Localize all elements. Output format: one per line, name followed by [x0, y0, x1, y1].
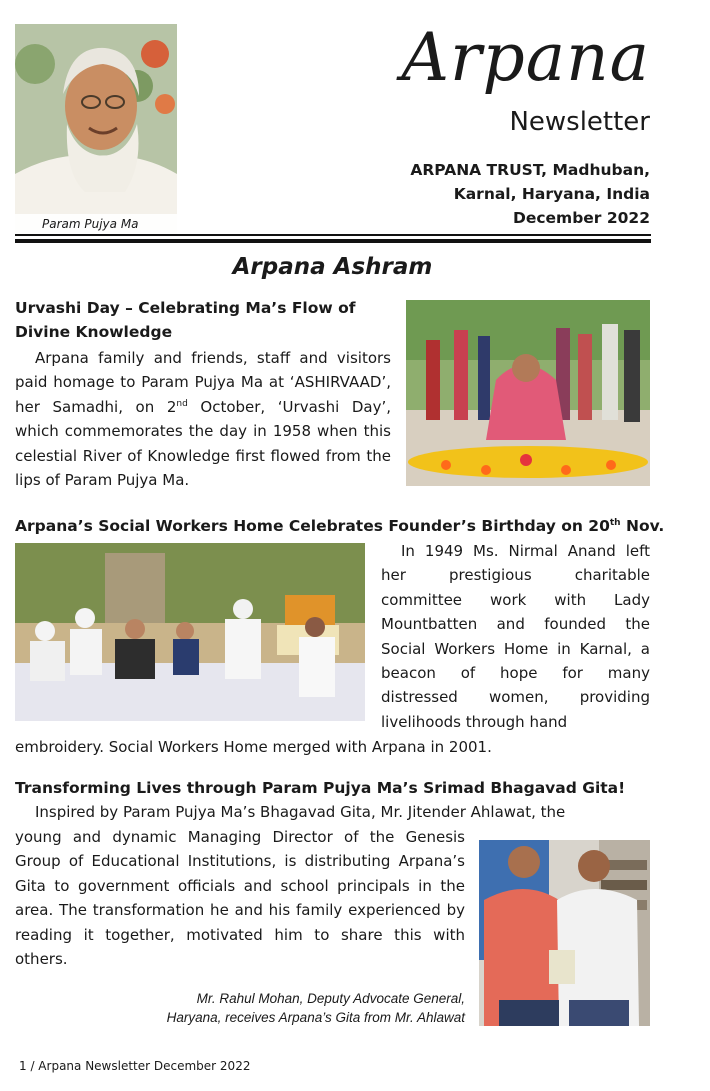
article1-body [15, 346, 391, 492]
article1-text-b: October, ‘Urvashi Day’, which commemorates the day in 1958 when this celestial River of Knowledge first flowed from the lips of Param Pujya Ma. [15, 397, 392, 490]
article3-body-wrap: young and dynamic Managing Director of the Genesis Group of Educational Institutions, is distributing Arpana’s Gita to government officials and school principals in the area. The transformation he and his family experienced by reading it together, motivated him to share this with others. [15, 828, 465, 969]
portrait-photo [15, 24, 177, 234]
article3-heading: Transforming Lives through Param Pujya Ma’s Srimad Bhagavad Gita! [15, 779, 626, 797]
article1-text-sup: nd [176, 398, 188, 409]
photo-credit-line1: Mr. Rahul Mohan, Deputy Advocate General, [196, 991, 465, 1006]
article2-heading [15, 514, 665, 538]
gita-handover-photo [479, 840, 650, 1026]
article2-heading-sup: th [609, 517, 621, 528]
portrait-image [15, 24, 177, 234]
newsletter-subtitle: Newsletter [509, 107, 650, 137]
org-address-line1: ARPANA TRUST, Madhuban, [410, 161, 650, 179]
page-footer: 1 / Arpana Newsletter December 2022 [19, 1059, 251, 1073]
article1-heading-line1: Urvashi Day – Celebrating Ma’s Flow of [15, 299, 356, 317]
issue-date: December 2022 [512, 209, 650, 227]
article1-heading [15, 296, 395, 344]
social-workers-home-photo [15, 543, 365, 721]
article2-heading-a: Arpana’s Social Workers Home Celebrates Founder’s Birthday on 20 [15, 517, 610, 535]
header-rule-thick [15, 239, 651, 243]
article1-heading-line2: Divine Knowledge [15, 323, 173, 341]
article2-body-tail: embroidery. Social Workers Home merged with Arpana in 2001. [15, 738, 492, 756]
article2-body-wrap: In 1949 Ms. Nirmal Anand left her prestigious charitable committee work with Lady Mountbatten and founded the Social Workers Home in Karnal, a beacon of hope for many distressed women, providing livelihoods through hand [381, 542, 650, 731]
section-title: Arpana Ashram [232, 254, 433, 280]
article3-body-first: Inspired by Param Pujya Ma’s Bhagavad Gita, Mr. Jitender Ahlawat, the [35, 803, 566, 821]
portrait-caption: Param Pujya Ma [15, 214, 177, 234]
article1-text-a: Arpana family and friends, staff and visitors paid homage to Param Pujya Ma at ‘ASHIRVAAD’, her Samadhi, on 2 [15, 349, 391, 416]
header-rule-thin [15, 234, 651, 236]
article2-heading-b: Nov. [620, 517, 665, 535]
urvashi-day-photo [406, 300, 650, 486]
photo-credit-line2: Haryana, receives Arpana’s Gita from Mr. Ahlawat [166, 1010, 465, 1025]
newsletter-title: Arpana [401, 19, 650, 96]
org-address-line2: Karnal, Haryana, India [453, 185, 650, 203]
